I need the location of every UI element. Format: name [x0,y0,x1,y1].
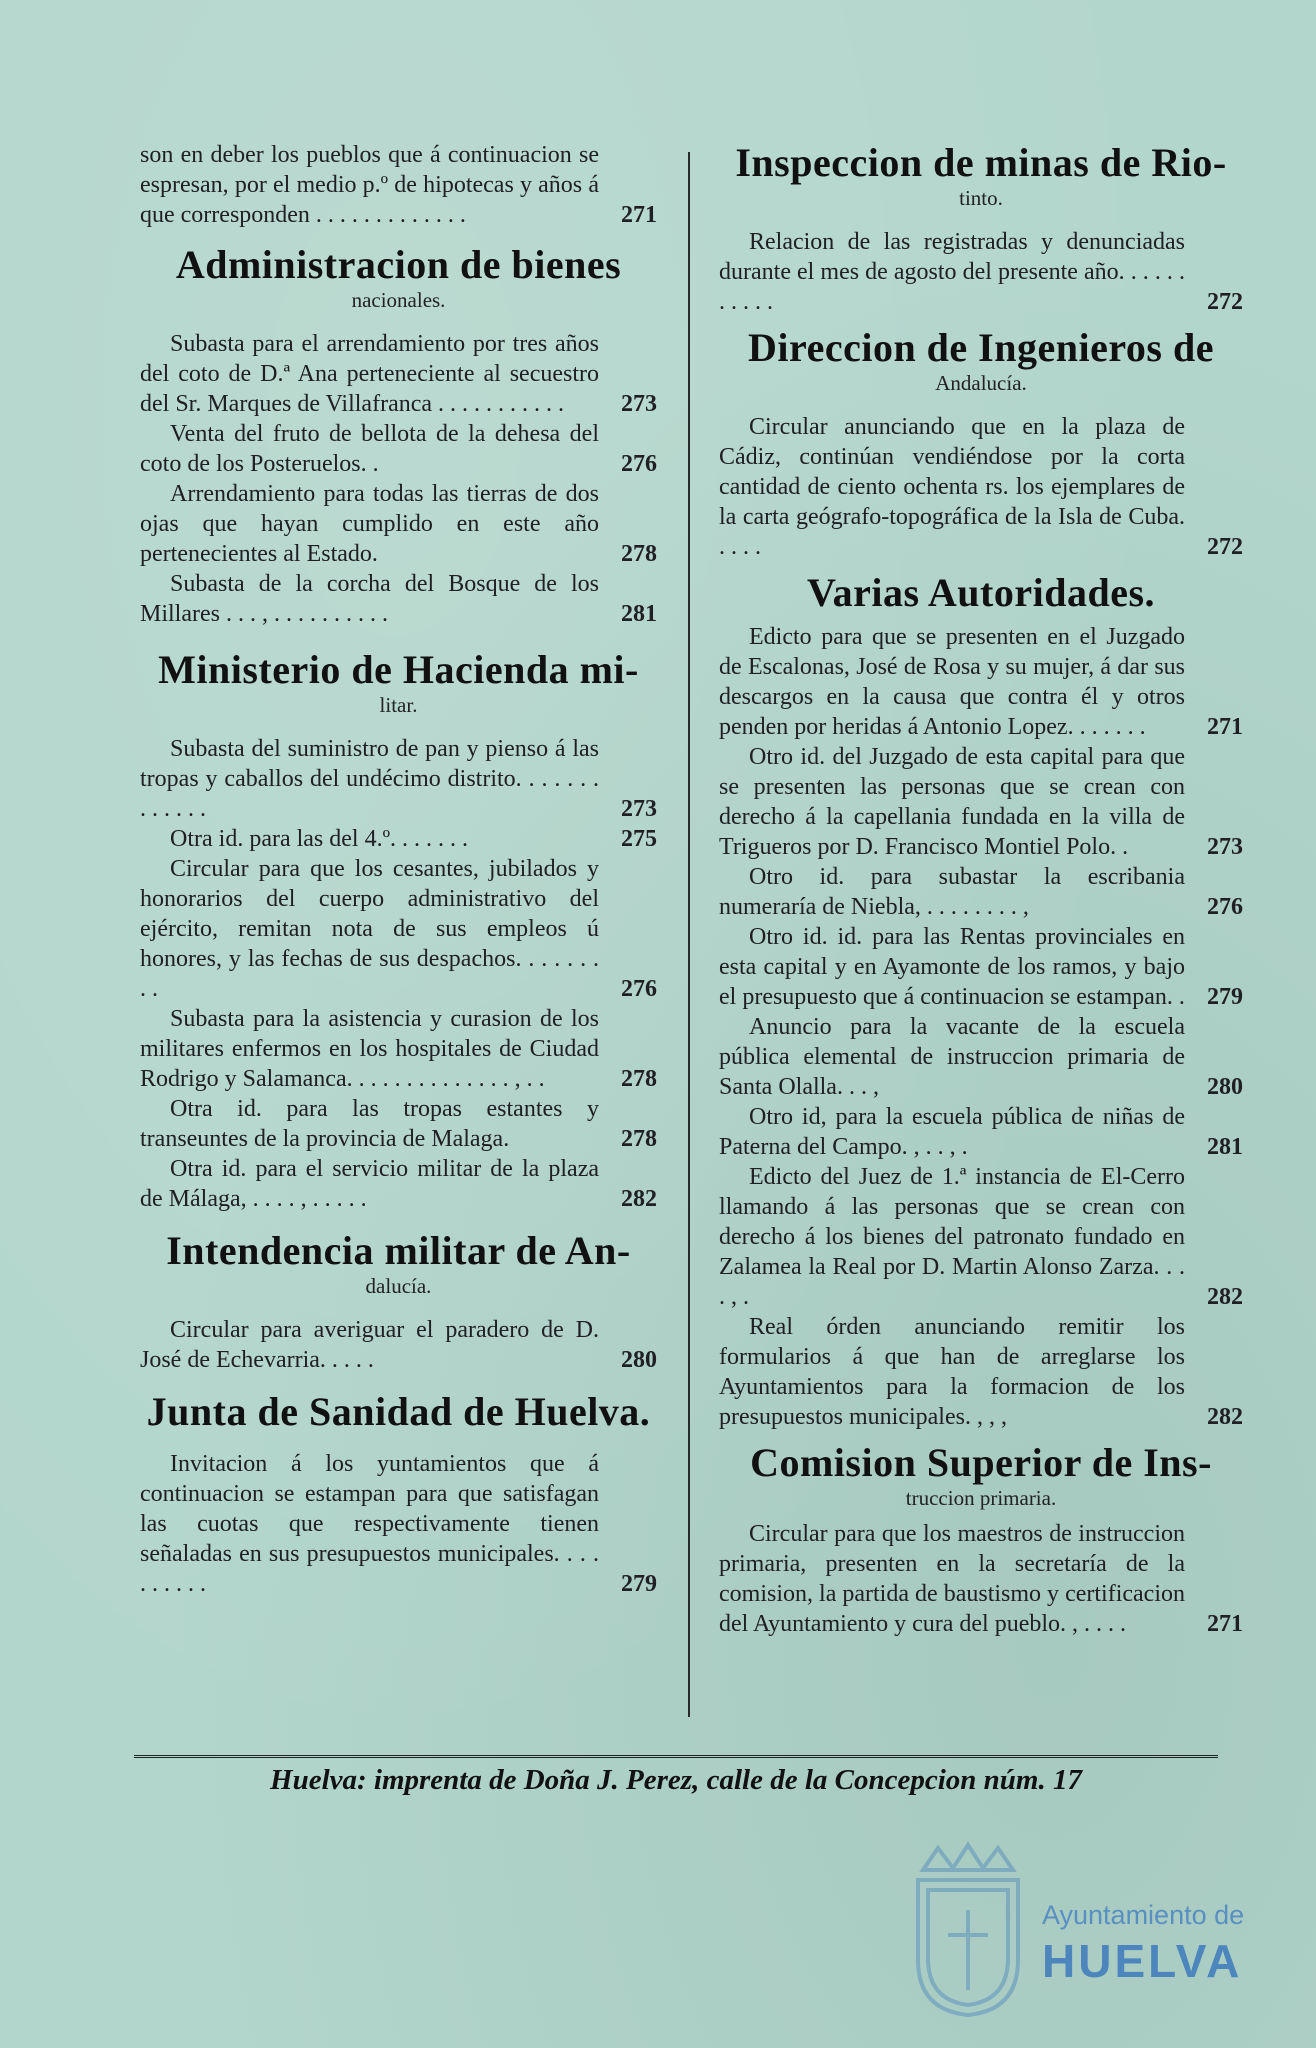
index-entry [719,862,1243,922]
watermark-line1: Ayuntamiento de [1042,1900,1245,1930]
entry-text: Otro id. del Juzgado de esta capital para que se presenten las personas que se crean con derecho á la capellania fundada en la villa de Trigueros por D. Francisco Montiel Polo. . [719,744,1185,860]
index-entry [140,569,657,629]
entry-text: Otra id. para el servicio militar de la plaza de Málaga, . . . . , . . . . . [140,1156,599,1212]
section-entries [140,1315,657,1375]
entry-page: 276 [1207,894,1243,920]
entry-page: 271 [621,202,657,228]
entry-page: 279 [621,1571,657,1597]
index-entry [719,1102,1243,1162]
entry-page: 282 [1207,1284,1243,1310]
entry-text: Subasta del suministro de pan y pienso á las tropas y caballos del undécimo distrito. . . . . . . . . . . . . [140,736,599,822]
entry-text: Invitacion á los yuntamientos que á continuacion se estampan para que satisfagan las cuotas que respectivamente tienen señaladas en sus presupuestos municipales. . . . . . . . . . [140,1451,599,1597]
section-title: Junta de Sanidad de Huelva. [146,1389,651,1434]
entry-text: Venta del fruto de bellota de la dehesa del coto de los Posteruelos. . [140,421,599,477]
section-entries [140,1449,657,1599]
section-subtitle: litar. [379,693,418,717]
section-entries [719,622,1243,1432]
watermark-line2: HUELVA [1042,1935,1243,1987]
section-entries [719,412,1243,562]
entry-text: son en deber los pueblos que á continuacion se espresan, por el medio p.º de hipotecas y años á que corresponden . . . . . . . . . . . . . [140,142,599,228]
entry-text: Otra id. para las tropas estantes y transeuntes de la provincia de Malaga. [140,1096,599,1152]
entry-page: 278 [621,1126,657,1152]
entry-text: Circular anunciando que en la plaza de Cádiz, continúan vendiéndose por la corta cantidad de ciento ochenta rs. los ejemplares de la carta geógrafo-topográfica de la Isla de Cuba. . . . . [719,414,1185,560]
section-title: Intendencia militar de An- [166,1228,631,1273]
entry-page: 278 [621,541,657,567]
index-entry [140,1004,657,1094]
entry-page: 282 [621,1186,657,1212]
section-subtitle: dalucía. [365,1274,432,1298]
section-subtitle: truccion primaria. [905,1486,1057,1510]
section-subtitle: nacionales. [351,288,446,312]
section-entries [140,329,657,629]
column-divider [688,152,690,1717]
index-entry [719,412,1243,562]
entry-text: Subasta de la corcha del Bosque de los Millares . . . , . . . . . . . . . . [140,571,599,627]
entry-text: Otro id, para la escuela pública de niñas de Paterna del Campo. , . . , . [719,1104,1185,1160]
entry-page: 276 [621,976,657,1002]
right-column [719,140,1243,1639]
index-entry [140,1315,657,1375]
entry-text: Circular para que los maestros de instruccion primaria, presenten en la secretaría de la comision, la partida de baustismo y certificacion del Ayuntamiento y cura del pueblo. , . . . . [719,1521,1185,1637]
index-entry [140,1154,657,1214]
entry-text: Otro id. id. para las Rentas provinciales en esta capital y en Ayamonte de los ramos, y bajo el presupuesto que á continuacion se estampan. . [719,924,1185,1010]
entry-text: Otra id. para las del 4.º. . . . . . . [170,826,469,852]
section-entries [719,1519,1243,1639]
entry-text: Real órden anunciando remitir los formularios á que han de arreglarse los Ayuntamientos para la formacion de los presupuestos municipales. , , , [719,1314,1185,1430]
entry-page: 271 [1207,1611,1243,1637]
section-title: Ministerio de Hacienda mi- [158,647,639,692]
index-entry [140,479,657,569]
entry-text: Circular para averiguar el paradero de D. José de Echevarria. . . . . [140,1317,599,1373]
entry-page: 282 [1207,1404,1243,1430]
index-entry [140,329,657,419]
index-entry [719,227,1243,317]
entry-page: 280 [1207,1074,1243,1100]
entry-page: 279 [1207,984,1243,1010]
index-entry [719,1162,1243,1312]
entry-text: Edicto del Juez de 1.ª instancia de El-Cerro llamando á las personas que se crean con derecho á los bienes del patronato fundado en Zalamea la Real por D. Martin Alonso Zarza. . . . , . [719,1164,1185,1310]
entry-text: Arrendamiento para todas las tierras de dos ojas que hayan cumplido en este año pertenecientes al Estado. [140,481,599,567]
section-title: Varias Autoridades. [806,570,1156,615]
entry-page: 271 [1207,714,1243,740]
entry-page: 272 [1207,534,1243,560]
index-entry [140,854,657,1004]
index-entry [719,1012,1243,1102]
index-entry [719,1519,1243,1639]
section-title: Comision Superior de Ins- [750,1440,1212,1485]
section-entries [140,734,657,1214]
entry-page: 281 [1207,1134,1243,1160]
section-title: Direccion de Ingenieros de [748,325,1214,370]
left-column [140,140,657,1599]
entry-text: Subasta para la asistencia y curasion de los militares enfermos en los hospitales de Ciudad Rodrigo y Salamanca. . . . . . . . . . . . . . , . . [140,1006,599,1092]
entry-page: 273 [1207,834,1243,860]
entry-text: Otro id. para subastar la escribania numeraría de Niebla, . . . . . . . . , [719,864,1185,920]
entry-page: 280 [621,1347,657,1373]
entry-page: 273 [621,391,657,417]
entry-page: 278 [621,1066,657,1092]
index-entry [140,824,657,854]
imprint-text: Huelva: imprenta de Doña J. Perez, calle de la Concepcion núm. 17 [270,1764,1082,1796]
entry-text: Relacion de las registradas y denunciadas durante el mes de agosto del presente año. . . . . . . . . . . [719,229,1185,315]
imprint-footer [134,1755,1218,1802]
index-entry [719,922,1243,1012]
index-entry [140,419,657,479]
entry-page: 281 [621,601,657,627]
section-entries [719,227,1243,317]
section-subtitle: tinto. [959,186,1003,210]
index-entry [140,734,657,824]
entry-text: Edicto para que se presenten en el Juzgado de Escalonas, José de Rosa y su mujer, á dar sus descargos en la causa que contra él y otros penden por heridas á Antonio Lopez. . . . . . . [719,624,1185,740]
entry-text: Subasta para el arrendamiento por tres años del coto de D.ª Ana perteneciente al secuestro del Sr. Marques de Villafranca . . . . . . . . . . . [140,331,599,417]
index-entry [140,140,657,230]
entry-text: Circular para que los cesantes, jubilados y honorarios del cuerpo administrativo del ejército, remitan nota de sus empleos ú honores, y las fechas de sus despachos. . . . . . . . . [140,856,599,1002]
index-entry [719,1312,1243,1432]
entry-text: Anuncio para la vacante de la escuela pública elemental de instruccion primaria de Santa Olalla. . . , [719,1014,1185,1100]
entry-page: 275 [621,826,657,852]
section-title: Inspeccion de minas de Rio- [735,140,1227,185]
entry-page: 273 [621,796,657,822]
index-entry [719,622,1243,742]
index-entry [140,1449,657,1599]
index-entry [719,742,1243,862]
section-subtitle: Andalucía. [935,371,1027,395]
entry-page: 272 [1207,289,1243,315]
entry-page: 276 [621,451,657,477]
index-entry [140,1094,657,1154]
section-title: Administracion de bienes [175,242,622,287]
